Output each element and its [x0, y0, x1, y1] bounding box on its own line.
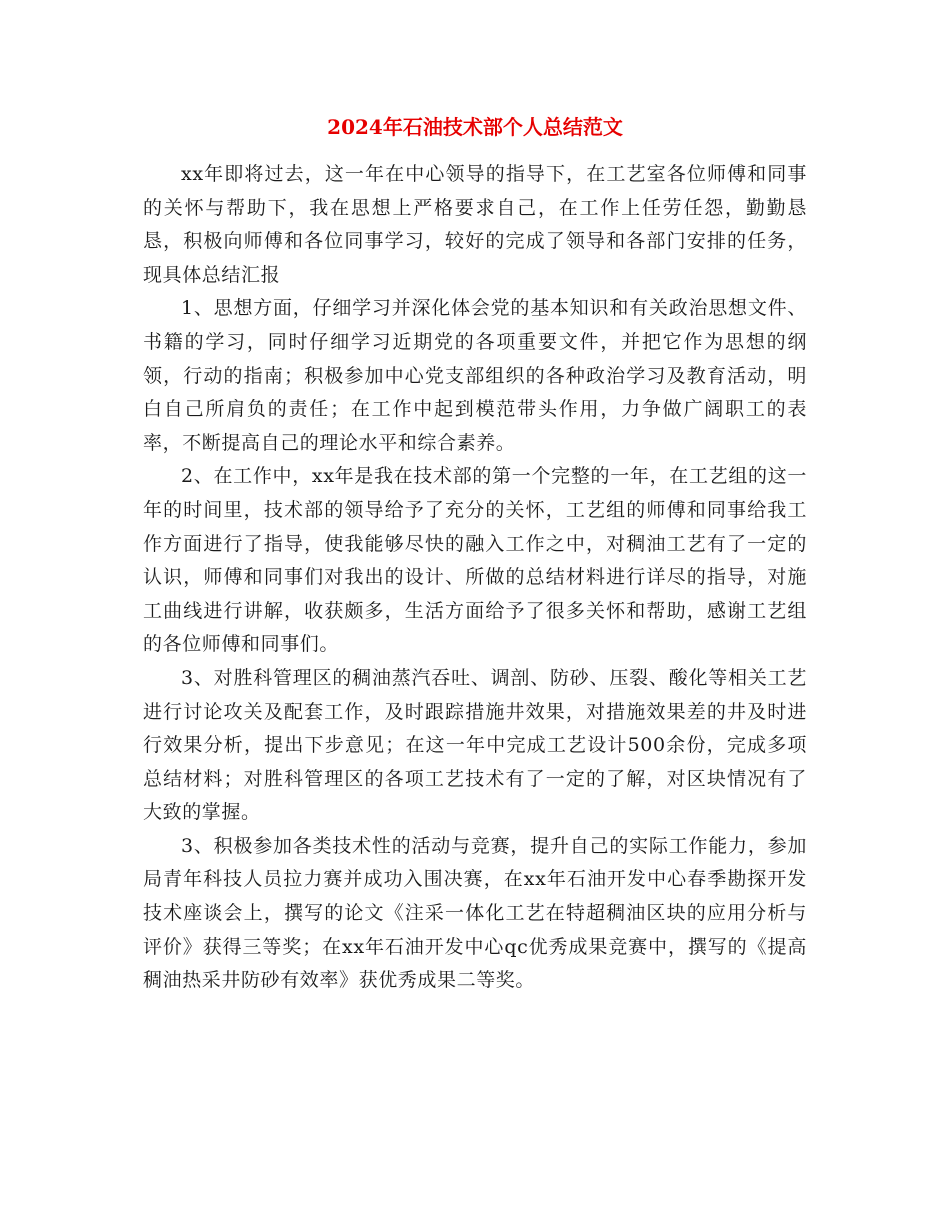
paragraph-ideology: 1、思想方面，仔细学习并深化体会党的基本知识和有关政治思想文件、书籍的学习，同时仔细学习近期党的各项重要文件，并把它作为思想的纲领，行动的指南；积极参加中心党支部组织的各种政治学习及教育活动，明白自己所肩负的责任；在工作中起到模范带头作用，力争做广阔职工的表率，不断提高自己的理论水平和综合素养。 [143, 297, 807, 454]
paragraph-process: 3、对胜科管理区的稠油蒸汽吞吐、调剖、防砂、压裂、酸化等相关工艺进行讨论攻关及配套工作，及时跟踪措施井效果，对措施效果差的井及时进行效果分析，提出下步意见；在这一年中完成工艺设计500余份，完成多项总结材料；对胜科管理区的各项工艺技术有了一定的了解，对区块情况有了大致的掌握。 [143, 666, 807, 824]
paragraph-competitions: 3、积极参加各类技术性的活动与竞赛，提升自己的实际工作能力，参加局青年科技人员拉力赛并成功入围决赛，在xx年石油开发中心春季勘探开发技术座谈会上，撰写的论文《注采一体化工艺在特超稠油区块的应用分析与评价》获得三等奖；在xx年石油开发中心qc优秀成果竞赛中，撰写的《提高稠油热采井防砂有效率》获优秀成果二等奖。 [143, 834, 807, 992]
document-body [143, 158, 807, 998]
document-title: 2024年石油技术部个人总结范文 [327, 115, 623, 139]
paragraph-work: 2、在工作中，xx年是我在技术部的第一个完整的一年，在工艺组的这一年的时间里，技术部的领导给予了充分的关怀，工艺组的师傅和同事给我工作方面进行了指导，使我能够尽快的融入工作之中，对稠油工艺有了一定的认识，师傅和同事们对我出的设计、所做的总结材料进行详尽的指导，对施工曲线进行讲解，收获颇多，生活方面给予了很多关怀和帮助，感谢工艺组的各位师傅和同事们。 [143, 465, 807, 656]
paragraph-intro: xx年即将过去，这一年在中心领导的指导下，在工艺室各位师傅和同事的关怀与帮助下，我在思想上严格要求自己，在工作上任劳任怨，勤勤恳恳，积极向师傅和各位同事学习，较好的完成了领导和各部门安排的任务，现具体总结汇报 [143, 163, 807, 286]
